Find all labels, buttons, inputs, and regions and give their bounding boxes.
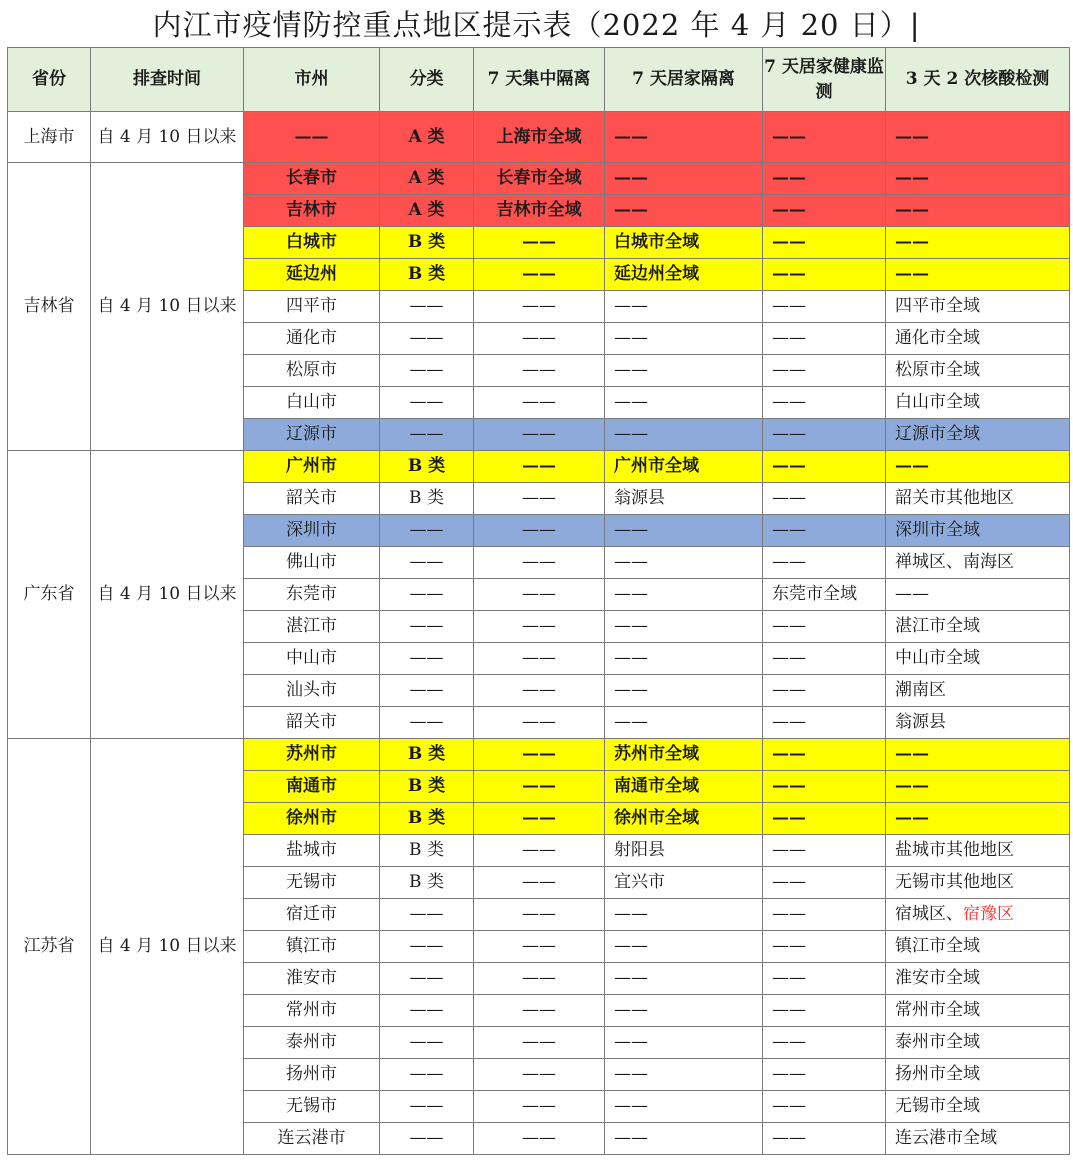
city-cell: 扬州市	[244, 1059, 380, 1091]
city-cell: 泰州市	[244, 1027, 380, 1059]
class-cell: B 类	[380, 483, 474, 515]
health-monitoring-cell: ——	[763, 195, 886, 227]
city-cell: 无锡市	[244, 1091, 380, 1123]
health-monitoring-cell: ——	[763, 867, 886, 899]
check-time-cell: 自 4 月 10 日以来	[91, 451, 244, 739]
health-monitoring-cell: ——	[763, 323, 886, 355]
city-cell: 连云港市	[244, 1123, 380, 1155]
health-monitoring-cell: ——	[763, 1027, 886, 1059]
home-quarantine-cell: ——	[605, 611, 763, 643]
home-quarantine-cell: ——	[605, 1123, 763, 1155]
class-cell: B 类	[380, 867, 474, 899]
home-quarantine-cell: 宜兴市	[605, 867, 763, 899]
nat-testing-cell: 镇江市全域	[886, 931, 1070, 963]
nat-testing-cell: 无锡市全域	[886, 1091, 1070, 1123]
health-monitoring-cell: ——	[763, 707, 886, 739]
nat-testing-cell: ——	[886, 112, 1070, 163]
home-quarantine-cell: ——	[605, 547, 763, 579]
class-cell: A 类	[380, 112, 474, 163]
home-quarantine-cell: ——	[605, 579, 763, 611]
central-quarantine-cell: ——	[474, 931, 605, 963]
class-cell: ——	[380, 1027, 474, 1059]
central-quarantine-cell: 吉林市全域	[474, 195, 605, 227]
central-quarantine-cell: ——	[474, 451, 605, 483]
home-quarantine-cell: 翁源县	[605, 483, 763, 515]
check-time-cell: 自 4 月 10 日以来	[91, 163, 244, 451]
class-cell: B 类	[380, 227, 474, 259]
city-cell: 东莞市	[244, 579, 380, 611]
nat-testing-cell: 中山市全域	[886, 643, 1070, 675]
home-quarantine-cell: ——	[605, 899, 763, 931]
health-monitoring-cell: ——	[763, 259, 886, 291]
class-cell: ——	[380, 611, 474, 643]
central-quarantine-cell: 上海市全域	[474, 112, 605, 163]
nat-testing-cell: ——	[886, 163, 1070, 195]
city-cell: 淮安市	[244, 963, 380, 995]
home-quarantine-cell: 射阳县	[605, 835, 763, 867]
home-quarantine-cell: ——	[605, 1027, 763, 1059]
central-quarantine-cell: ——	[474, 323, 605, 355]
home-quarantine-cell: 延边州全域	[605, 259, 763, 291]
city-cell: ——	[244, 112, 380, 163]
title-text: 内江市疫情防控重点地区提示表（2022 年 4 月 20 日）	[152, 8, 910, 42]
home-quarantine-cell: 广州市全域	[605, 451, 763, 483]
table-row	[8, 451, 1070, 483]
central-quarantine-cell: ——	[474, 643, 605, 675]
nat-testing-cell: 潮南区	[886, 675, 1070, 707]
central-quarantine-cell: ——	[474, 803, 605, 835]
home-quarantine-cell: 苏州市全域	[605, 739, 763, 771]
city-cell: 白城市	[244, 227, 380, 259]
central-quarantine-cell: ——	[474, 291, 605, 323]
health-monitoring-cell: ——	[763, 995, 886, 1027]
city-cell: 延边州	[244, 259, 380, 291]
table-row	[8, 163, 1070, 195]
central-quarantine-cell: ——	[474, 1123, 605, 1155]
home-quarantine-cell: 南通市全域	[605, 771, 763, 803]
city-cell: 白山市	[244, 387, 380, 419]
central-quarantine-cell: ——	[474, 227, 605, 259]
home-quarantine-cell: ——	[605, 707, 763, 739]
class-cell: A 类	[380, 195, 474, 227]
city-cell: 常州市	[244, 995, 380, 1027]
home-quarantine-cell: 徐州市全域	[605, 803, 763, 835]
home-quarantine-cell: ——	[605, 355, 763, 387]
risk-area-table	[7, 47, 1070, 1155]
header-home-quarantine: 7 天居家隔离	[605, 48, 763, 112]
header-health-monitoring: 7 天居家健康监测	[763, 48, 886, 112]
city-cell: 徐州市	[244, 803, 380, 835]
nat-testing-cell: ——	[886, 227, 1070, 259]
central-quarantine-cell: ——	[474, 1091, 605, 1123]
central-quarantine-cell: ——	[474, 771, 605, 803]
city-cell: 吉林市	[244, 195, 380, 227]
health-monitoring-cell: ——	[763, 355, 886, 387]
health-monitoring-cell: ——	[763, 803, 886, 835]
health-monitoring-cell: ——	[763, 835, 886, 867]
nat-testing-cell	[886, 899, 1070, 931]
class-cell: ——	[380, 1123, 474, 1155]
city-cell: 苏州市	[244, 739, 380, 771]
nat-testing-cell: ——	[886, 579, 1070, 611]
nat-testing-cell: ——	[886, 771, 1070, 803]
home-quarantine-cell: ——	[605, 675, 763, 707]
class-cell: ——	[380, 355, 474, 387]
header-check-time: 排查时间	[91, 48, 244, 112]
health-monitoring-cell: ——	[763, 771, 886, 803]
class-cell: ——	[380, 547, 474, 579]
home-quarantine-cell: ——	[605, 112, 763, 163]
nat-testing-cell: 翁源县	[886, 707, 1070, 739]
health-monitoring-cell: ——	[763, 227, 886, 259]
header-central-quarantine: 7 天集中隔离	[474, 48, 605, 112]
nat-testing-cell: ——	[886, 451, 1070, 483]
central-quarantine-cell: ——	[474, 515, 605, 547]
central-quarantine-cell: ——	[474, 835, 605, 867]
table-body	[8, 112, 1070, 1155]
city-cell: 汕头市	[244, 675, 380, 707]
nat-text: 宿城区、	[895, 904, 963, 924]
province-cell: 广东省	[8, 451, 91, 739]
city-cell: 深圳市	[244, 515, 380, 547]
health-monitoring-cell: ——	[763, 1091, 886, 1123]
health-monitoring-cell: ——	[763, 611, 886, 643]
central-quarantine-cell: ——	[474, 419, 605, 451]
central-quarantine-cell: ——	[474, 867, 605, 899]
city-cell: 通化市	[244, 323, 380, 355]
city-cell: 松原市	[244, 355, 380, 387]
home-quarantine-cell: ——	[605, 163, 763, 195]
home-quarantine-cell: ——	[605, 1091, 763, 1123]
health-monitoring-cell: ——	[763, 963, 886, 995]
health-monitoring-cell: ——	[763, 163, 886, 195]
nat-testing-cell: 连云港市全域	[886, 1123, 1070, 1155]
central-quarantine-cell: ——	[474, 579, 605, 611]
header-nat-testing: 3 天 2 次核酸检测	[886, 48, 1070, 112]
home-quarantine-cell: ——	[605, 515, 763, 547]
central-quarantine-cell: ——	[474, 259, 605, 291]
nat-testing-cell: 白山市全域	[886, 387, 1070, 419]
header-row	[8, 48, 1070, 112]
home-quarantine-cell: 白城市全域	[605, 227, 763, 259]
header-province: 省份	[8, 48, 91, 112]
city-cell: 中山市	[244, 643, 380, 675]
city-cell: 四平市	[244, 291, 380, 323]
class-cell: A 类	[380, 163, 474, 195]
central-quarantine-cell: ——	[474, 1027, 605, 1059]
health-monitoring-cell: ——	[763, 1059, 886, 1091]
class-cell: ——	[380, 1091, 474, 1123]
header-class: 分类	[380, 48, 474, 112]
class-cell: ——	[380, 643, 474, 675]
city-cell: 湛江市	[244, 611, 380, 643]
nat-testing-cell: ——	[886, 803, 1070, 835]
nat-testing-cell: 淮安市全域	[886, 963, 1070, 995]
home-quarantine-cell: ——	[605, 963, 763, 995]
nat-testing-cell: 禅城区、南海区	[886, 547, 1070, 579]
class-cell: ——	[380, 291, 474, 323]
central-quarantine-cell: ——	[474, 1059, 605, 1091]
nat-testing-cell: 松原市全域	[886, 355, 1070, 387]
central-quarantine-cell: ——	[474, 675, 605, 707]
home-quarantine-cell: ——	[605, 387, 763, 419]
nat-testing-cell: 泰州市全域	[886, 1027, 1070, 1059]
province-cell: 上海市	[8, 112, 91, 163]
header-city: 市州	[244, 48, 380, 112]
health-monitoring-cell: ——	[763, 483, 886, 515]
class-cell: ——	[380, 707, 474, 739]
class-cell: B 类	[380, 771, 474, 803]
class-cell: ——	[380, 931, 474, 963]
city-cell: 韶关市	[244, 707, 380, 739]
health-monitoring-cell: ——	[763, 291, 886, 323]
central-quarantine-cell: ——	[474, 387, 605, 419]
central-quarantine-cell: ——	[474, 899, 605, 931]
nat-testing-cell: 通化市全域	[886, 323, 1070, 355]
health-monitoring-cell: ——	[763, 451, 886, 483]
central-quarantine-cell: 长春市全域	[474, 163, 605, 195]
check-time-cell: 自 4 月 10 日以来	[91, 112, 244, 163]
central-quarantine-cell: ——	[474, 355, 605, 387]
class-cell: B 类	[380, 835, 474, 867]
central-quarantine-cell: ——	[474, 483, 605, 515]
health-monitoring-cell: ——	[763, 419, 886, 451]
health-monitoring-cell: ——	[763, 1123, 886, 1155]
class-cell: ——	[380, 963, 474, 995]
central-quarantine-cell: ——	[474, 707, 605, 739]
home-quarantine-cell: ——	[605, 643, 763, 675]
city-cell: 辽源市	[244, 419, 380, 451]
city-cell: 长春市	[244, 163, 380, 195]
city-cell: 广州市	[244, 451, 380, 483]
nat-testing-cell: 韶关市其他地区	[886, 483, 1070, 515]
home-quarantine-cell: ——	[605, 291, 763, 323]
nat-testing-cell: 盐城市其他地区	[886, 835, 1070, 867]
city-cell: 韶关市	[244, 483, 380, 515]
nat-testing-cell: ——	[886, 739, 1070, 771]
home-quarantine-cell: ——	[605, 195, 763, 227]
class-cell: B 类	[380, 451, 474, 483]
class-cell: ——	[380, 995, 474, 1027]
class-cell: B 类	[380, 739, 474, 771]
page-title	[0, 4, 1073, 46]
city-cell: 镇江市	[244, 931, 380, 963]
nat-text-highlighted: 宿豫区	[963, 904, 1014, 924]
class-cell: ——	[380, 387, 474, 419]
central-quarantine-cell: ——	[474, 739, 605, 771]
nat-testing-cell: 深圳市全域	[886, 515, 1070, 547]
province-cell: 江苏省	[8, 739, 91, 1155]
central-quarantine-cell: ——	[474, 547, 605, 579]
class-cell: B 类	[380, 803, 474, 835]
health-monitoring-cell: ——	[763, 515, 886, 547]
health-monitoring-cell: ——	[763, 547, 886, 579]
health-monitoring-cell: ——	[763, 112, 886, 163]
class-cell: ——	[380, 515, 474, 547]
class-cell: ——	[380, 419, 474, 451]
health-monitoring-cell: ——	[763, 931, 886, 963]
city-cell: 南通市	[244, 771, 380, 803]
class-cell: B 类	[380, 259, 474, 291]
health-monitoring-cell: ——	[763, 739, 886, 771]
city-cell: 盐城市	[244, 835, 380, 867]
table-row	[8, 112, 1070, 163]
health-monitoring-cell: ——	[763, 899, 886, 931]
province-cell: 吉林省	[8, 163, 91, 451]
health-monitoring-cell: 东莞市全域	[763, 579, 886, 611]
nat-testing-cell: 无锡市其他地区	[886, 867, 1070, 899]
home-quarantine-cell: ——	[605, 995, 763, 1027]
check-time-cell: 自 4 月 10 日以来	[91, 739, 244, 1155]
nat-testing-cell: ——	[886, 195, 1070, 227]
home-quarantine-cell: ——	[605, 323, 763, 355]
home-quarantine-cell: ——	[605, 419, 763, 451]
central-quarantine-cell: ——	[474, 963, 605, 995]
class-cell: ——	[380, 675, 474, 707]
nat-testing-cell: 湛江市全域	[886, 611, 1070, 643]
central-quarantine-cell: ——	[474, 611, 605, 643]
nat-testing-cell: ——	[886, 259, 1070, 291]
nat-testing-cell: 四平市全域	[886, 291, 1070, 323]
text-cursor: |	[909, 8, 921, 42]
home-quarantine-cell: ——	[605, 931, 763, 963]
class-cell: ——	[380, 579, 474, 611]
class-cell: ——	[380, 899, 474, 931]
home-quarantine-cell: ——	[605, 1059, 763, 1091]
central-quarantine-cell: ——	[474, 995, 605, 1027]
nat-testing-cell: 辽源市全域	[886, 419, 1070, 451]
health-monitoring-cell: ——	[763, 675, 886, 707]
class-cell: ——	[380, 1059, 474, 1091]
health-monitoring-cell: ——	[763, 643, 886, 675]
health-monitoring-cell: ——	[763, 387, 886, 419]
city-cell: 佛山市	[244, 547, 380, 579]
city-cell: 宿迁市	[244, 899, 380, 931]
table-row	[8, 739, 1070, 771]
nat-testing-cell: 常州市全域	[886, 995, 1070, 1027]
class-cell: ——	[380, 323, 474, 355]
city-cell: 无锡市	[244, 867, 380, 899]
nat-testing-cell: 扬州市全域	[886, 1059, 1070, 1091]
